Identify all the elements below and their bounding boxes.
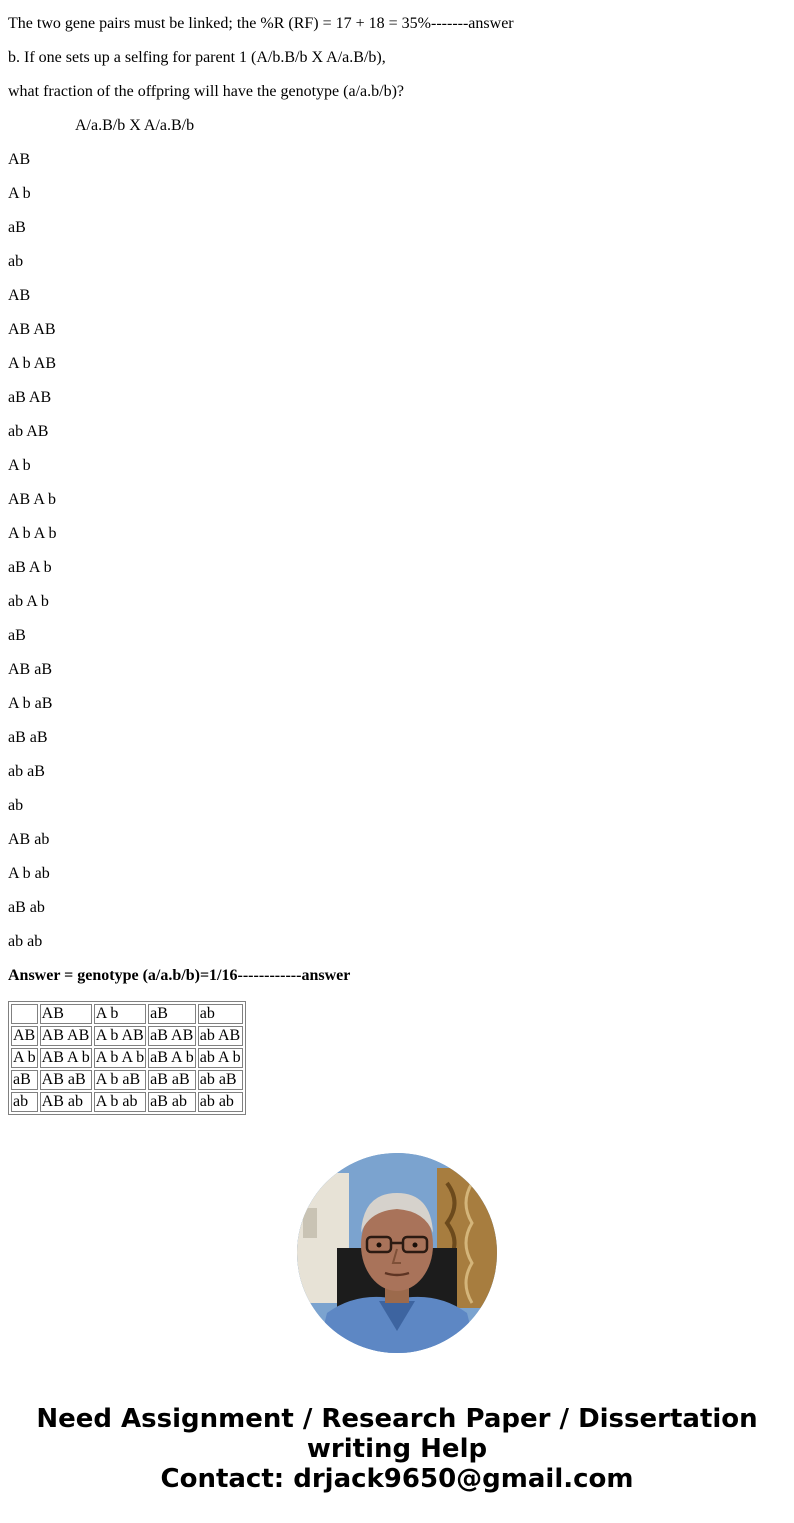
text-line: AB AB bbox=[8, 321, 56, 338]
text-line: aB ab bbox=[8, 899, 45, 916]
text-line: ab A b bbox=[8, 593, 49, 610]
text-line: A b AB bbox=[8, 355, 57, 372]
text-line: ab bbox=[8, 797, 24, 814]
table-row-header: aB bbox=[11, 1070, 38, 1090]
text-line: AB bbox=[8, 151, 31, 168]
table-header-cell: AB bbox=[40, 1004, 92, 1024]
table-cell: AB A b bbox=[41, 1049, 90, 1066]
table-cell-corner bbox=[11, 1004, 38, 1024]
text-line: aB A b bbox=[8, 559, 52, 576]
table-cell: aB A b bbox=[150, 1049, 194, 1066]
text-line: aB bbox=[8, 219, 26, 236]
table-header-cell: aB bbox=[148, 1004, 196, 1024]
punnett-square-table bbox=[8, 1001, 246, 1115]
text-line: AB bbox=[8, 287, 31, 304]
table-row bbox=[11, 1026, 243, 1046]
answer-line: Answer = genotype (a/a.b/b)=1/16------------answer bbox=[8, 967, 351, 984]
footer-promo bbox=[0, 1404, 794, 1494]
table-cell: A b ab bbox=[94, 1092, 146, 1112]
footer-line-1: Need Assignment / Research Paper / Dissertation bbox=[36, 1404, 758, 1434]
table-cell: A b aB bbox=[94, 1070, 146, 1090]
author-avatar bbox=[297, 1153, 497, 1353]
table-row-header: AB bbox=[11, 1026, 38, 1046]
text-line-question-b: b. If one sets up a selfing for parent 1 (A/b.B/b X A/a.B/b), bbox=[8, 49, 386, 66]
text-line: A b aB bbox=[8, 695, 53, 712]
text-line: AB A b bbox=[8, 491, 57, 508]
text-line: aB bbox=[8, 627, 26, 644]
footer-line-2: writing Help bbox=[306, 1434, 488, 1464]
table-cell: aB ab bbox=[148, 1092, 196, 1112]
table-cell: ab aB bbox=[198, 1070, 243, 1090]
text-line: aB AB bbox=[8, 389, 52, 406]
text-line: A b ab bbox=[8, 865, 50, 882]
text-line: AB ab bbox=[8, 831, 50, 848]
text-line: A b A b bbox=[8, 525, 57, 542]
table-cell: aB AB bbox=[148, 1026, 196, 1046]
author-photo-illustration bbox=[297, 1153, 497, 1353]
text-line: A b bbox=[8, 185, 31, 202]
text-line-question-b-cont: what fraction of the offpring will have the genotype (a/a.b/b)? bbox=[8, 83, 405, 100]
table-row bbox=[11, 1070, 243, 1090]
table-header-row bbox=[11, 1004, 243, 1024]
text-line: ab ab bbox=[8, 933, 43, 950]
table-cell: aB aB bbox=[148, 1070, 196, 1090]
footer-contact: Contact: drjack9650@gmail.com bbox=[160, 1464, 634, 1494]
text-line: ab AB bbox=[8, 423, 49, 440]
table-cell: AB aB bbox=[40, 1070, 92, 1090]
table-cell: ab AB bbox=[198, 1026, 243, 1046]
table-row bbox=[11, 1092, 243, 1112]
table-cell: A b A b bbox=[95, 1049, 145, 1066]
table-cell: ab ab bbox=[198, 1092, 243, 1112]
text-line-cross: A/a.B/b X A/a.B/b bbox=[75, 117, 195, 134]
text-line: aB aB bbox=[8, 729, 48, 746]
table-cell: AB ab bbox=[40, 1092, 92, 1112]
table-row bbox=[11, 1048, 243, 1068]
table-cell: AB AB bbox=[40, 1026, 92, 1046]
text-line: A b bbox=[8, 457, 31, 474]
table-cell: ab A b bbox=[199, 1049, 241, 1066]
table-row-header: ab bbox=[11, 1092, 38, 1112]
text-line: ab aB bbox=[8, 763, 45, 780]
table-header-cell: A b bbox=[94, 1004, 146, 1024]
table-header-cell: ab bbox=[198, 1004, 243, 1024]
text-line-rf: The two gene pairs must be linked; the %R (RF) = 17 + 18 = 35%-------answer bbox=[8, 15, 514, 32]
table-row-header: A b bbox=[13, 1049, 36, 1066]
text-line: ab bbox=[8, 253, 24, 270]
text-line: AB aB bbox=[8, 661, 52, 678]
table-cell: A b AB bbox=[94, 1026, 146, 1046]
